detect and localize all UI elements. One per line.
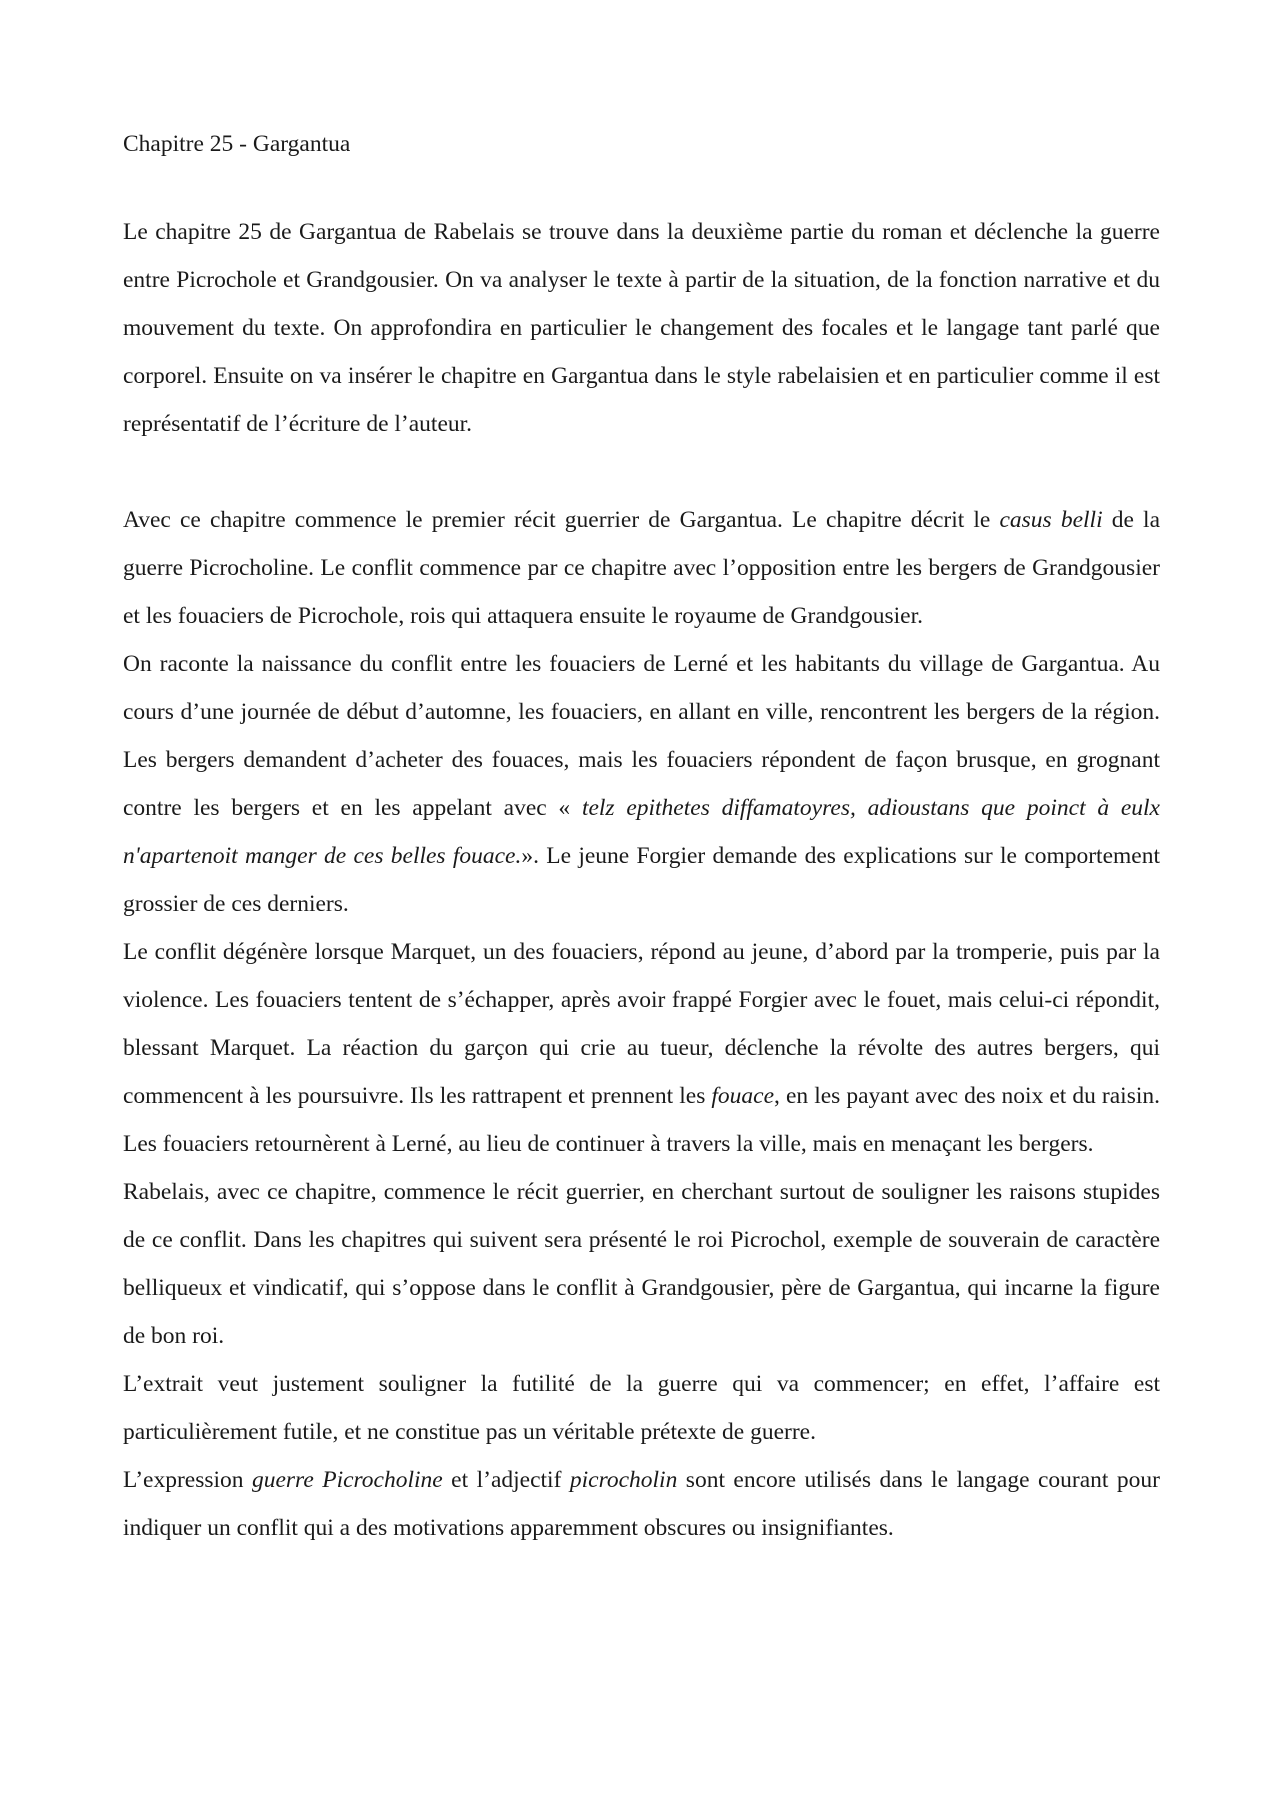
text-run: Avec ce chapitre commence le premier récit guerrier de Gargantua. Le chapitre décrit le — [123, 507, 1000, 533]
paragraph-casus-belli — [123, 496, 1160, 640]
paragraph-intro — [123, 208, 1160, 448]
text-run: ». Le jeune Forgier demande des explications sur le comportement grossier de ces derniers. — [123, 843, 1160, 917]
paragraph-futility — [123, 1360, 1160, 1456]
text-run: Le conflit dégénère lorsque Marquet, un des fouaciers, répond au jeune, d’abord par la tromperie, puis par la violence. Les fouaciers tentent de s’échapper, après avoir frappé Forgier avec le fouet, mais celui-ci répondit, blessant Marquet. La réaction du garçon qui crie au tueur, déclenche la révolte des autres bergers, qui commencent à les poursuivre. Ils les rattrapent et prennent les — [123, 939, 1160, 1109]
text-run: sont encore utilisés dans le langage courant pour indiquer un conflit qui a des motivations apparemment obscures ou insignifiantes. — [123, 1467, 1160, 1541]
paragraph-conflict-escalation — [123, 928, 1160, 1168]
italic-text: guerre Picrocholine — [251, 1467, 443, 1493]
text-run: de la guerre Picrocholine. Le conflit commence par ce chapitre avec l’opposition entre les bergers de Grandgousier et les fouaciers de Picrochole, rois qui attaquera ensuite le royaume de Grandgousier. — [123, 507, 1161, 629]
paragraph-text: L’extrait veut justement souligner la futilité de la guerre qui va commencer; en effet, l’affaire est particulièrement futile, et ne constitue pas un véritable prétexte de guerre. — [123, 1371, 1160, 1445]
text-run: et l’adjectif — [442, 1467, 570, 1493]
document-title: Chapitre 25 - Gargantua — [123, 131, 351, 157]
paragraph-expression — [123, 1456, 1160, 1552]
italic-quote: telz epithetes diffamatoyres, adioustans que poinct à eulx n'apartenoit manger de ces belles fouace. — [123, 795, 1160, 869]
paragraph-rabelais-purpose — [123, 1168, 1160, 1360]
paragraph-intro-text: Le chapitre 25 de Gargantua de Rabelais se trouve dans la deuxième partie du roman et déclenche la guerre entre Picrochole et Grandgousier. On va analyser le texte à partir de la situation, de la fonction narrative et du mouvement du texte. On approfondira en particulier le changement des focales et le langage tant parlé que corporel. Ensuite on va insérer le chapitre en Gargantua dans le style rabelaisien et en particulier comme il est représentatif de l’écriture de l’auteur. — [123, 219, 1160, 437]
text-run: , en les payant avec des noix et du raisin. Les fouaciers retournèrent à Lerné, au lieu de continuer à travers la ville, mais en menaçant les bergers. — [123, 1083, 1160, 1157]
italic-text: fouace — [711, 1083, 775, 1109]
paragraph-text: Rabelais, avec ce chapitre, commence le récit guerrier, en cherchant surtout de souligner les raisons stupides de ce conflit. Dans les chapitres qui suivent sera présenté le roi Picrochol, exemple de souverain de caractère belliqueux et vindicatif, qui s’oppose dans le conflit à Grandgousier, père de Gargantua, qui incarne la figure de bon roi. — [123, 1179, 1160, 1349]
paragraph-conflict-origin — [123, 640, 1160, 928]
text-run: On raconte la naissance du conflit entre les fouaciers de Lerné et les habitants du village de Gargantua. Au cours d’une journée de début d’automne, les fouaciers, en allant en ville, rencontrent les bergers de la région. Les bergers demandent d’acheter des fouaces, mais les fouaciers répondent de façon brusque, en grognant contre les bergers et en les appelant avec « — [123, 651, 1160, 821]
document-page — [123, 120, 1160, 1552]
italic-text: casus belli — [999, 507, 1103, 533]
italic-text: picrocholin — [569, 1467, 678, 1493]
text-run: L’expression — [123, 1467, 252, 1493]
